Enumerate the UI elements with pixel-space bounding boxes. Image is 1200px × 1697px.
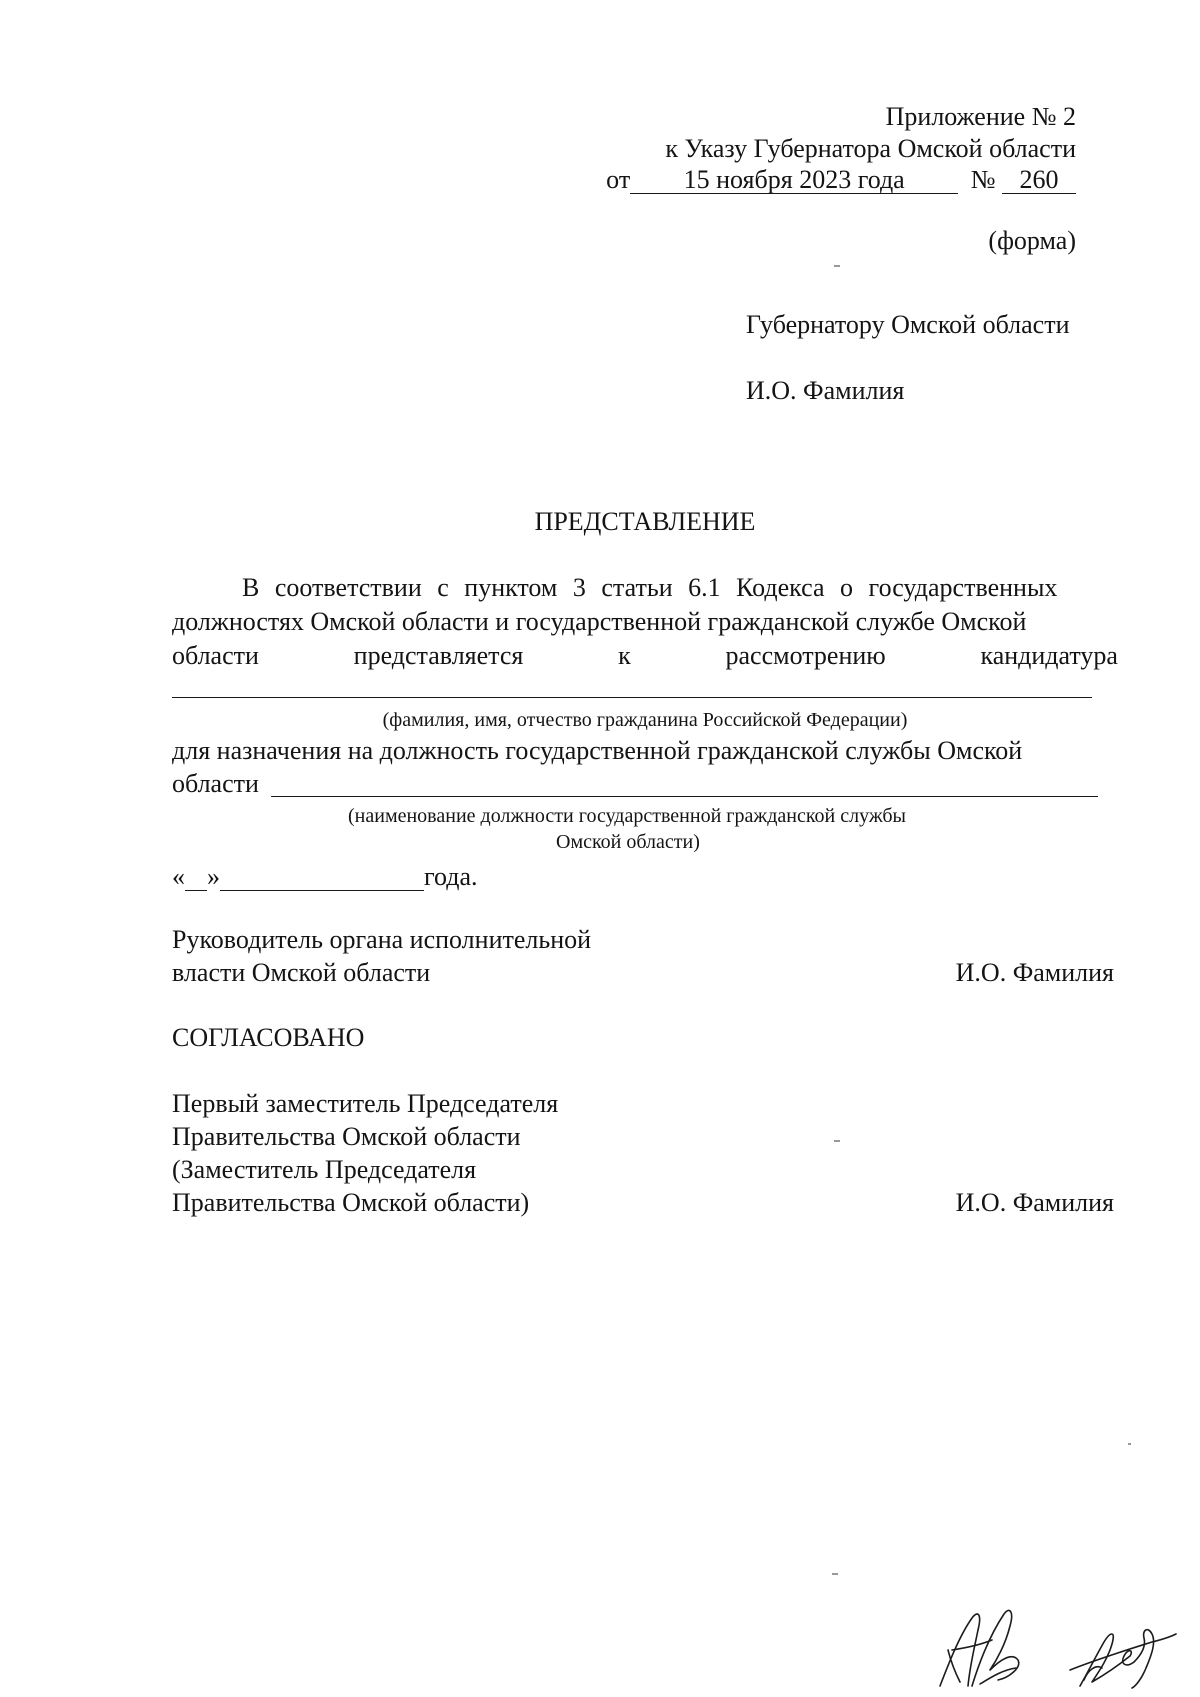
signature-stroke — [948, 1650, 960, 1682]
document-title: ПРЕДСТАВЛЕНИЕ — [534, 507, 756, 536]
position-blank-line — [271, 796, 1098, 797]
decree-date: 15 ноября 2023 года — [630, 167, 958, 194]
addressee-title: Губернатору Омской области — [746, 310, 1070, 339]
number-prefix: № — [970, 165, 996, 194]
decree-number: 260 — [1002, 167, 1076, 194]
approval-role-line-1: Первый заместитель Председателя — [172, 1089, 559, 1118]
body-line-4: для назначения на должность государственной гражданской службы Омской — [172, 736, 1023, 765]
addressee-name: И.О. Фамилия — [746, 376, 905, 405]
signature-stroke — [940, 1614, 980, 1686]
approval-role-line-3: (Заместитель Председателя — [172, 1155, 477, 1184]
body-line-3 — [172, 640, 1118, 672]
approval-role-line-4: Правительства Омской области) — [172, 1188, 530, 1217]
head-name: И.О. Фамилия — [955, 958, 1114, 987]
body-line-5 — [172, 768, 259, 800]
form-label: (форма) — [988, 226, 1076, 255]
scan-speck — [834, 1140, 840, 1142]
body-line-1-text: В соответствии с пунктом 3 статьи 6.1 Кодекса о государственных — [242, 573, 1058, 602]
date-line — [172, 861, 478, 893]
signature-stroke — [980, 1668, 1016, 1684]
decree-date-line — [606, 164, 1076, 196]
body-word: рассмотрению — [725, 641, 886, 670]
approval-label: СОГЛАСОВАНО — [172, 1023, 365, 1052]
body-line-5-prefix: области — [172, 769, 259, 798]
scan-speck — [834, 265, 840, 267]
position-caption-line-1: (наименование должности государственной гражданской службы — [348, 805, 906, 827]
body-line-1 — [242, 572, 1118, 604]
date-open-quote: « — [172, 862, 185, 891]
appendix-number: Приложение № 2 — [885, 102, 1076, 131]
scan-speck — [1128, 1443, 1131, 1445]
date-close-quote: » — [207, 862, 220, 891]
date-year-suffix: года. — [424, 862, 478, 891]
signature-stroke — [1080, 1630, 1154, 1688]
position-caption-line-2: Омской области) — [556, 831, 700, 853]
month-blank — [220, 864, 424, 891]
head-role-line-2: власти Омской области — [172, 958, 431, 987]
candidate-blank-line — [172, 697, 1092, 698]
decree-reference: к Указу Губернатора Омской области — [665, 134, 1076, 163]
body-word: представляется — [353, 641, 524, 670]
body-word: области — [172, 641, 259, 670]
head-role-line-1: Руководитель органа исполнительной — [172, 925, 592, 954]
candidate-caption: (фамилия, имя, отчество гражданина Российской Федерации) — [382, 709, 908, 731]
signature-stroke — [1070, 1634, 1176, 1670]
approval-name: И.О. Фамилия — [955, 1188, 1114, 1217]
approval-role-line-2: Правительства Омской области — [172, 1122, 521, 1151]
body-line-2: должностях Омской области и государственной гражданской службе Омской — [172, 607, 1027, 636]
body-word: кандидатура — [980, 641, 1118, 670]
day-blank — [185, 864, 207, 891]
body-word: к — [618, 641, 631, 670]
scan-speck — [832, 1573, 838, 1575]
handwritten-initials — [920, 1590, 1190, 1690]
from-prefix: от — [606, 165, 631, 194]
